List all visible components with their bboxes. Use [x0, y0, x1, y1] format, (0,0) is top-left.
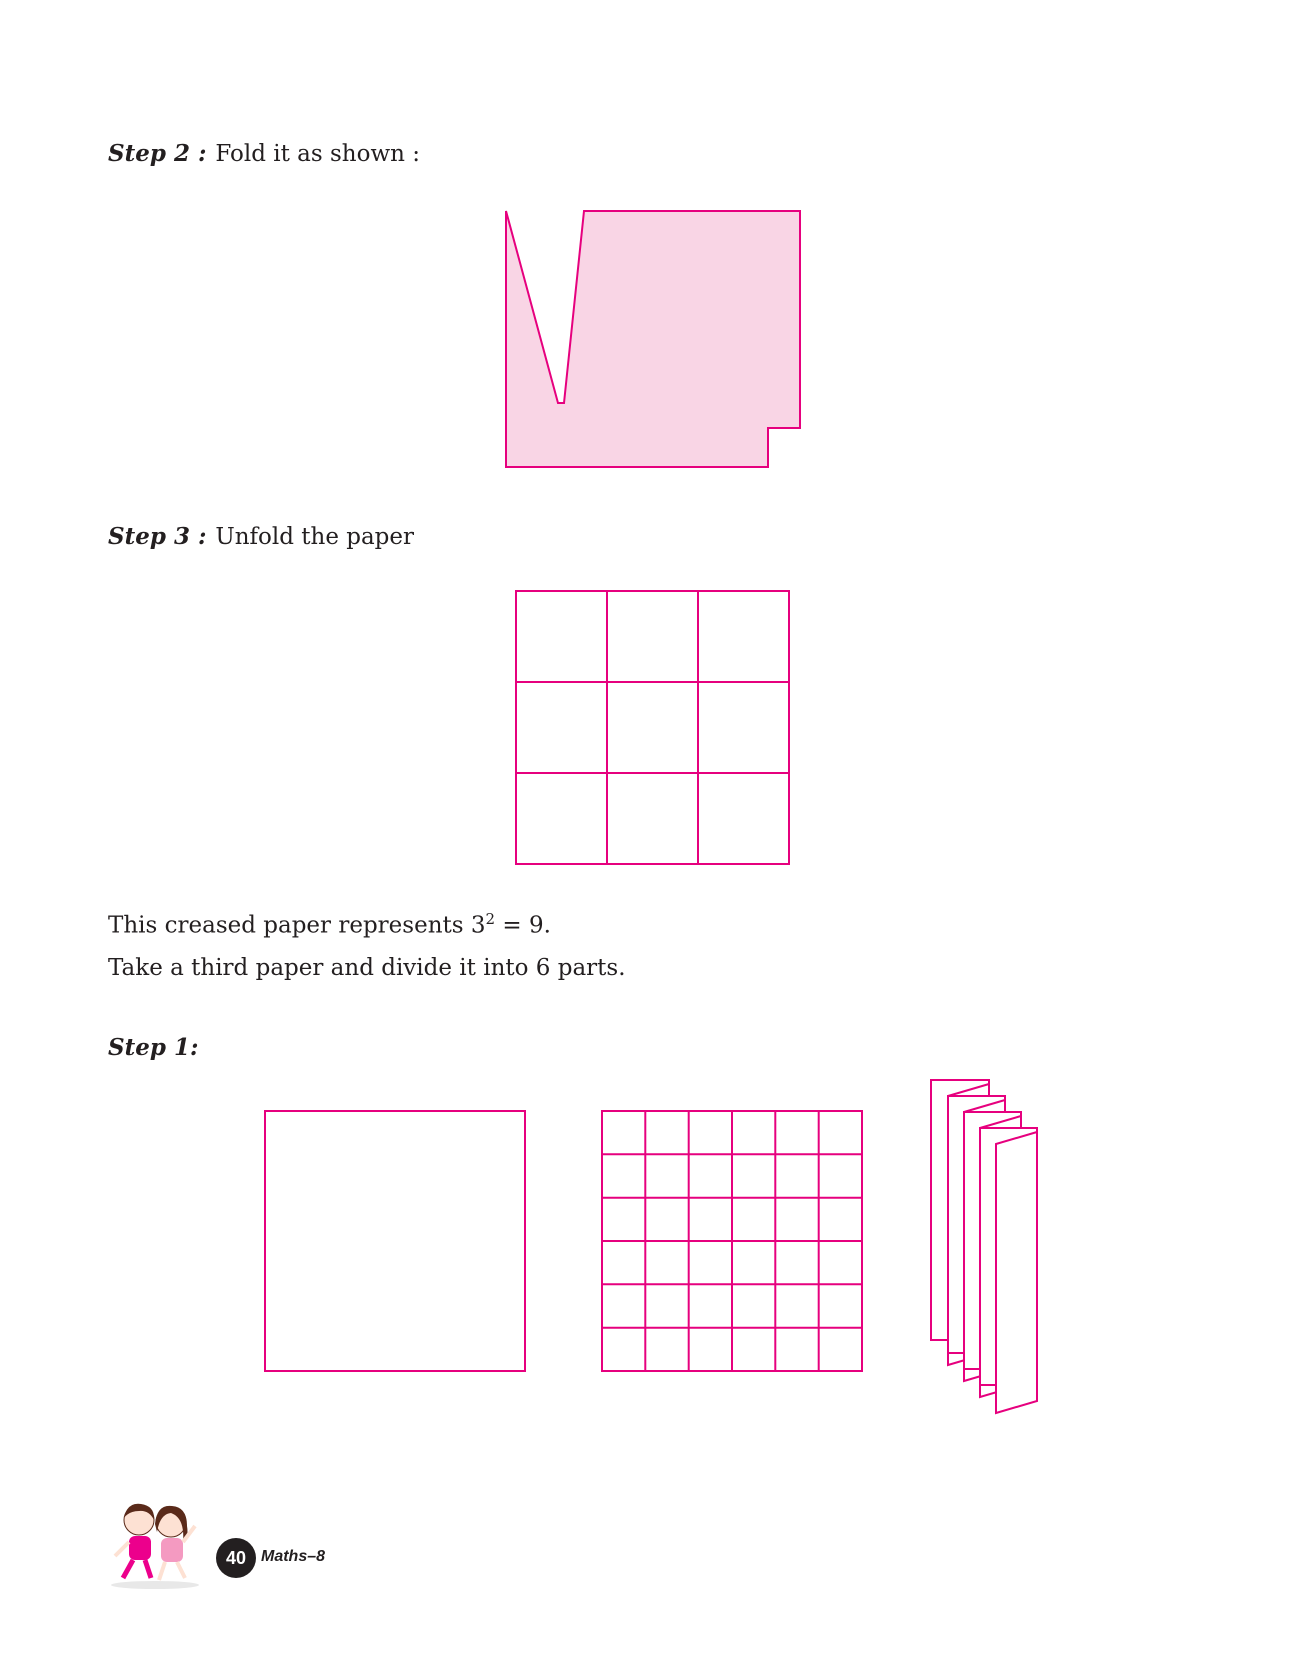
step-2-text: Fold it as shown :: [215, 141, 421, 167]
accordion-folded-paper: [926, 1075, 1046, 1415]
folded-paper-shape: [506, 211, 800, 467]
step-2-label: Step 2 :: [108, 140, 207, 167]
fold-panel: [996, 1132, 1037, 1413]
square-outline: [265, 1111, 525, 1371]
kids-mascot-illustration: [105, 1498, 205, 1590]
sentence-suffix: = 9.: [495, 912, 551, 939]
book-title: Maths–8: [261, 1548, 326, 1565]
step-2-line: [108, 140, 420, 167]
folded-paper-figure: [500, 205, 810, 470]
six-by-six-grid: [601, 1110, 863, 1372]
sentence-prefix: This creased paper represents 3: [108, 912, 486, 939]
page-number: 40: [216, 1538, 256, 1578]
girl-body: [161, 1538, 183, 1562]
girl-legs: [159, 1562, 185, 1580]
exponent: 2: [485, 910, 496, 928]
sentence-third-paper: Take a third paper and divide it into 6 parts.: [108, 955, 626, 981]
boy-legs: [123, 1560, 151, 1578]
step-1-line: [108, 1034, 208, 1061]
unfolded-3x3-grid: [515, 590, 790, 865]
plain-square-paper: [264, 1110, 526, 1372]
sentence-represents: [108, 910, 551, 939]
grid-border: [516, 591, 789, 864]
step-1-label: Step 1:: [108, 1034, 199, 1061]
mascot-shadow: [111, 1581, 199, 1589]
step-3-text: Unfold the paper: [215, 524, 415, 550]
step-3-label: Step 3 :: [108, 523, 207, 550]
boy-body: [129, 1536, 151, 1560]
step-3-line: [108, 523, 414, 550]
